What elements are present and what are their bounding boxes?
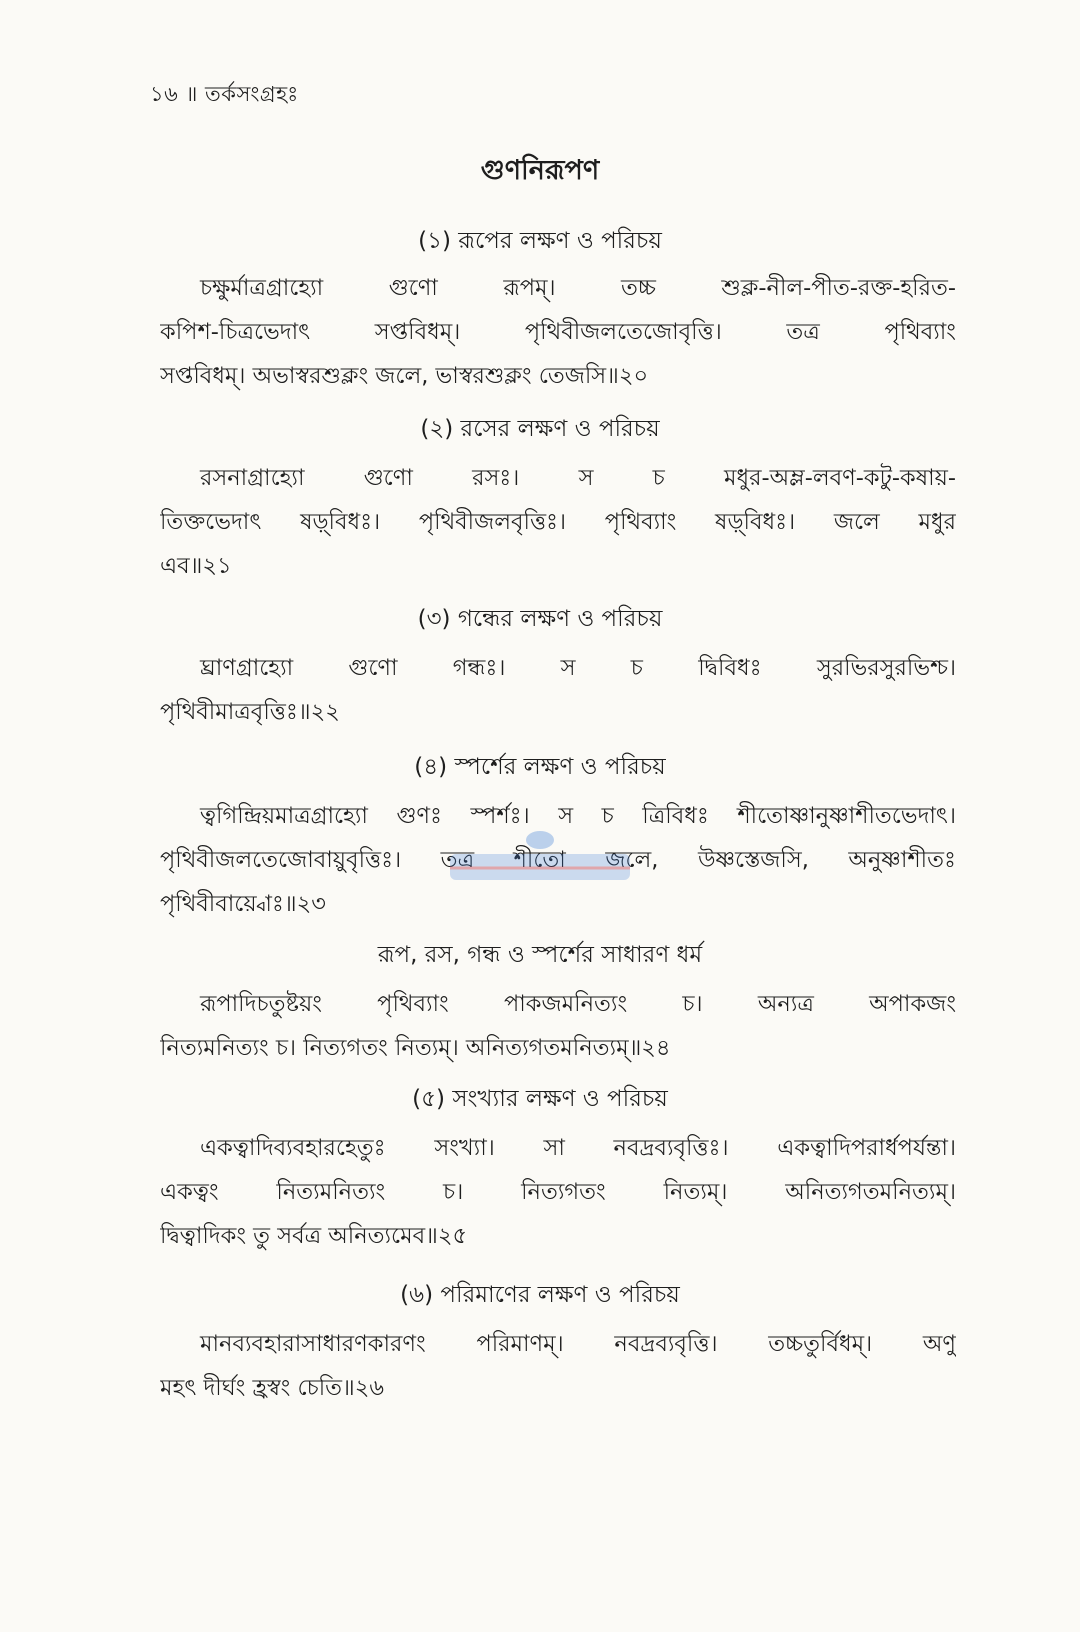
paragraph-gandha: [160, 646, 956, 734]
text-line: রূপাদিচতুষ্টয়ং পৃথিব্যাং পাকজমনিত্যং চ। অন্যত্র অপাকজং: [200, 991, 956, 1017]
text-line: তিক্তভেদাৎ ষড়্‌বিধঃ। পৃথিবীজলবৃত্তিঃ। পৃথিব্যাং ষড়্‌বিধঃ। জলে মধুর: [160, 509, 956, 535]
section-heading-sparsha: (৪) স্পর্শের লক্ষণ ও পরিচয়: [414, 754, 666, 780]
text-line: ঘ্রাণগ্রাহ্যো গুণো গন্ধঃ। স চ দ্বিবিধঃ সুরভিরসুরভিশ্চ।: [200, 655, 956, 681]
section-heading-rasa: (২) রসের লক্ষণ ও পরিচয়: [420, 416, 660, 442]
watermark-logo-icon: [440, 820, 640, 900]
text-line: পৃথিবীমাত্রবৃত্তিঃ॥২২: [160, 699, 340, 725]
section-heading-gandha: (৩) গন্ধের লক্ষণ ও পরিচয়: [417, 606, 663, 632]
paragraph-sankhya: [160, 1126, 956, 1258]
paragraph-parimana: [160, 1322, 956, 1410]
section-heading-rupa: (১) রূপের লক্ষণ ও পরিচয়: [418, 228, 662, 254]
text-line: সপ্তবিধম্। অভাস্বরশুক্লং জলে, ভাস্বরশুক্লং তেজসি॥২০: [160, 363, 649, 389]
paragraph-rupa: [160, 266, 956, 398]
text-line: ত্বগিন্দ্রিয়মাত্রগ্রাহ্যো গুণঃ স্পর্শঃ। স চ ত্রিবিধঃ শীতোষ্ণানুষ্ণাশীতভেদাৎ।: [200, 803, 956, 829]
text-line: নিত্যমনিত্যং চ। নিত্যগতং নিত্যম্। অনিত্যগতমনিত্যম্॥২৪: [160, 1035, 671, 1061]
text-line: এব॥২১: [160, 553, 232, 579]
section-heading-sankhya: (৫) সংখ্যার লক্ষণ ও পরিচয়: [412, 1086, 668, 1112]
paragraph-rasa: [160, 456, 956, 588]
running-head: ১৬ ॥ তর্কসংগ্রহঃ: [150, 82, 299, 106]
text-line: রসনাগ্রাহ্যো গুণো রসঃ। স চ মধুর-অম্ল-লবণ-কটু-কষায়-: [200, 465, 956, 491]
feather-shape: [526, 831, 554, 849]
text-line: মহৎ দীর্ঘং হ্রস্বং চেতি॥২৬: [160, 1375, 385, 1401]
text-line: একত্বং নিত্যমনিত্যং চ। নিত্যগতং নিত্যম্। অনিত্যগতমনিত্যম্।: [160, 1179, 956, 1205]
text-line: দ্বিত্বাদিকং তু সর্বত্র অনিত্যমেব॥২৫: [160, 1223, 468, 1249]
section-heading-common-dharma: রূপ, রস, গন্ধ ও স্পর্শের সাধারণ ধর্ম: [377, 942, 703, 968]
paragraph-common-dharma: [160, 982, 956, 1070]
text-line: মানব্যবহারাসাধারণকারণং পরিমাণম্। নবদ্রব্যবৃত্তি। তচ্চতুর্বিধম্। অণু: [200, 1331, 956, 1357]
text-line: পৃথিবীবায়্বোঃ॥২৩: [160, 891, 326, 917]
text-line: চক্ষুর্মাত্রগ্রাহ্যো গুণো রূপম্। তচ্চ শুক্ল-নীল-পীত-রক্ত-হরিত-: [200, 275, 956, 301]
text-line: একত্বাদিব্যবহারহেতুঃ সংখ্যা। সা নবদ্রব্যবৃত্তিঃ। একত্বাদিপরার্ধপর্যন্তা।: [200, 1135, 956, 1161]
section-heading-parimana: (৬) পরিমাণের লক্ষণ ও পরিচয়: [400, 1282, 680, 1308]
text-line: পৃথিবীজলতেজোবায়ুবৃত্তিঃ। তত্র শীতো জলে, উষ্ণস্তেজসি, অনুষ্ণাশীতঃ: [160, 847, 956, 873]
text-line: কপিশ-চিত্রভেদাৎ সপ্তবিধম্। পৃথিবীজলতেজোবৃত্তি। তত্র পৃথিব্যাং: [160, 319, 956, 345]
chapter-title: গুণনিরূপণ: [480, 155, 600, 186]
